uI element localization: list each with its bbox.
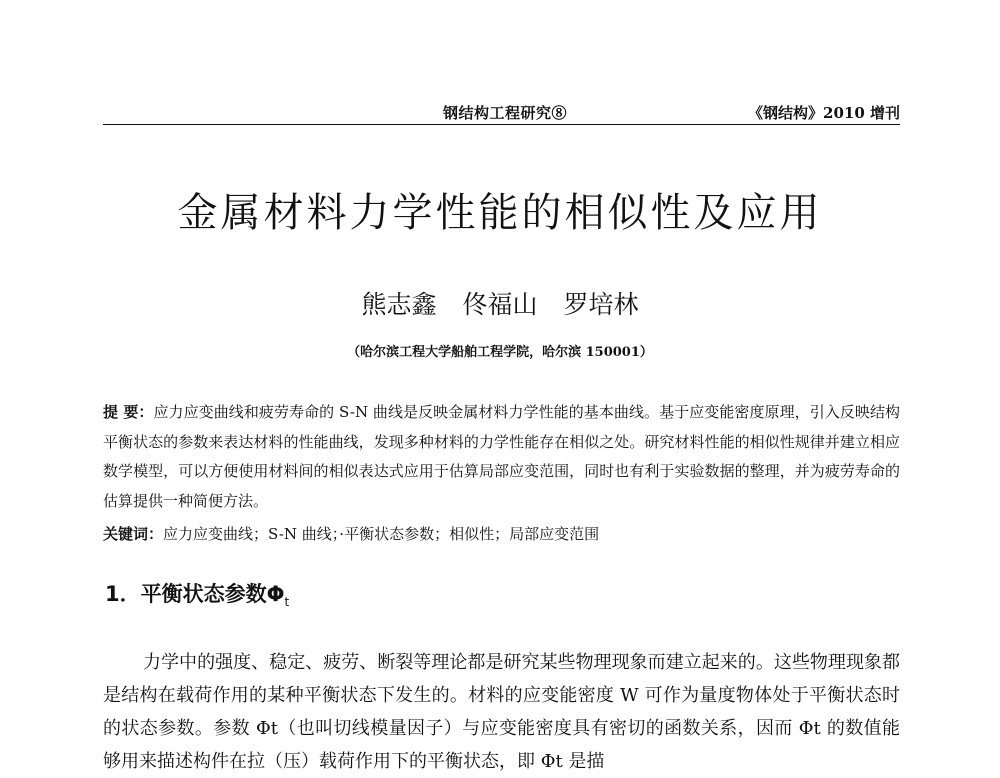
author-list: 熊志鑫 佟福山 罗培林 xyxy=(361,290,639,319)
paper-title: 金属材料力学性能的相似性及应用 xyxy=(177,190,823,236)
journal-issue: 《钢结构》2010 增刊 xyxy=(748,104,900,122)
series-title: 钢结构工程研究⑧ xyxy=(443,104,568,122)
running-head xyxy=(103,100,900,124)
abstract-label: 提 要： xyxy=(103,403,154,421)
section-heading xyxy=(105,578,289,609)
section-heading-subscript: t xyxy=(284,595,290,610)
body-paragraph: 力学中的强度、稳定、疲劳、断裂等理论都是研究某些物理现象而建立起来的。这些物理现象都是结构在载荷作用的某种平衡状态下发生的。材料的应变能密度 W 可作为量度物体处于平衡状态时的状态参数。参数 Φt（也叫切线模量因子）与应变能密度具有密切的函数关系，因而 Φt 的数值能够用来描述构件在拉（压）载荷作用下的平衡状态，即 Φt 是描 xyxy=(103,652,900,772)
header-rule xyxy=(103,124,900,125)
abstract xyxy=(103,398,900,516)
affiliation: （哈尔滨工程大学船舶工程学院，哈尔滨 150001） xyxy=(347,345,653,360)
keywords xyxy=(103,522,900,546)
abstract-text: 应力应变曲线和疲劳寿命的 S-N 曲线是反映金属材料力学性能的基本曲线。基于应变能密度原理，引入反映结构平衡状态的参数来表达材料的性能曲线，发现多种材料的力学性能存在相似之处。研究材料性能的相似性规律并建立相应数学模型，可以方便使用材料间的相似表达式应用于估算局部应变范围，同时也有利于实验数据的整理，并为疲劳寿命的估算提供一种简便方法。 xyxy=(103,403,901,510)
keywords-label: 关键词： xyxy=(103,525,164,543)
section-heading-text: 1．平衡状态参数Φ xyxy=(105,582,285,606)
keywords-text: 应力应变曲线；S-N 曲线；·平衡状态参数；相似性；局部应变范围 xyxy=(163,525,600,543)
